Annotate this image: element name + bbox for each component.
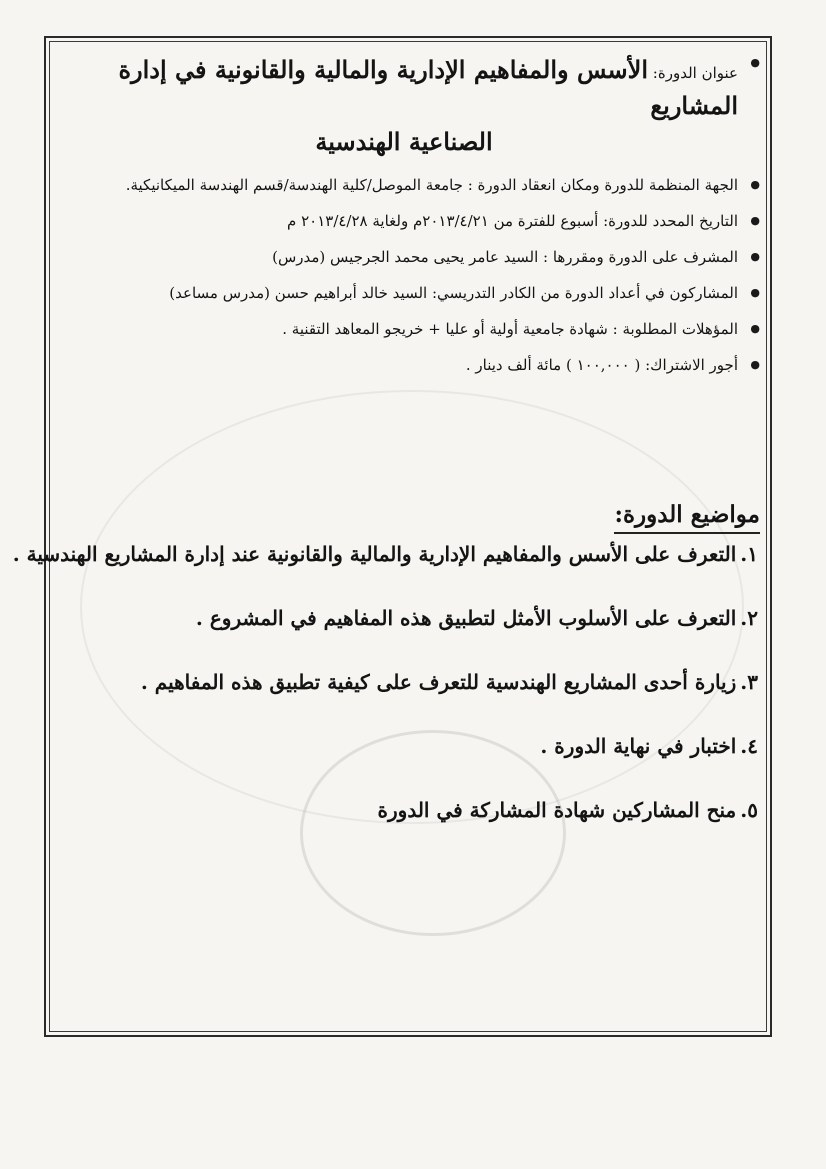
course-info xyxy=(70,52,760,390)
course-supervisor: ● المشرف على الدورة ومقررها : السيد عامر يحيى محمد الجرجيس (مدرس) xyxy=(70,246,760,268)
course-qualifications: ● المؤهلات المطلوبة : شهادة جامعية أولية أو عليا + خريجو المعاهد التقنية . xyxy=(70,318,760,340)
course-participants: ● المشاركون في أعداد الدورة من الكادر التدريسي: السيد خالد أبراهيم حسن (مدرس مساعد) xyxy=(70,282,760,304)
course-organizer: ● الجهة المنظمة للدورة ومكان انعقاد الدورة : جامعة الموصل/كلية الهندسة/قسم الهندسة الميكانيكية. xyxy=(70,174,760,196)
topic-text: زيارة أحدى المشاريع الهندسية للتعرف على كيفية تطبيق هذه المفاهيم . xyxy=(140,670,737,694)
topics-list xyxy=(12,538,758,858)
topic-number: ١. xyxy=(740,542,758,566)
topics-heading: مواضيع الدورة: xyxy=(614,500,760,534)
topic-text: منح المشاركين شهادة المشاركة في الدورة xyxy=(377,798,737,822)
course-fees: ● أجور الاشتراك: ( ١٠٠,٠٠٠ ) مائة ألف دينار . xyxy=(70,354,760,376)
course-title-line2: الصناعية الهندسية xyxy=(315,127,493,156)
course-info-list xyxy=(70,52,760,376)
topic-item xyxy=(12,538,758,570)
course-title-line1: الأسس والمفاهيم الإدارية والمالية والقانونية في إدارة المشاريع xyxy=(118,55,738,120)
topic-text: التعرف على الأسلوب الأمثل لتطبيق هذه المفاهيم في المشروع . xyxy=(195,606,737,630)
topic-item xyxy=(68,794,758,826)
topic-text: اختبار في نهاية الدورة . xyxy=(540,734,737,758)
course-title-item xyxy=(70,52,760,160)
topic-number: ٥. xyxy=(740,798,758,822)
topic-item xyxy=(68,730,758,762)
course-dates: ● التاريخ المحدد للدورة: أسبوع للفترة من ٢٠١٣/٤/٢١م ولغاية ٢٠١٣/٤/٢٨ م xyxy=(70,210,760,232)
topic-number: ٢. xyxy=(740,606,758,630)
course-title-label: عنوان الدورة: xyxy=(652,64,738,82)
topic-text: التعرف على الأسس والمفاهيم الإدارية والمالية والقانونية عند إدارة المشاريع الهندسية . xyxy=(12,542,737,566)
course-title-line2-wrap xyxy=(70,124,738,160)
topic-item xyxy=(68,666,758,698)
topic-item xyxy=(68,602,758,634)
topic-number: ٣. xyxy=(740,670,758,694)
topic-number: ٤. xyxy=(740,734,758,758)
